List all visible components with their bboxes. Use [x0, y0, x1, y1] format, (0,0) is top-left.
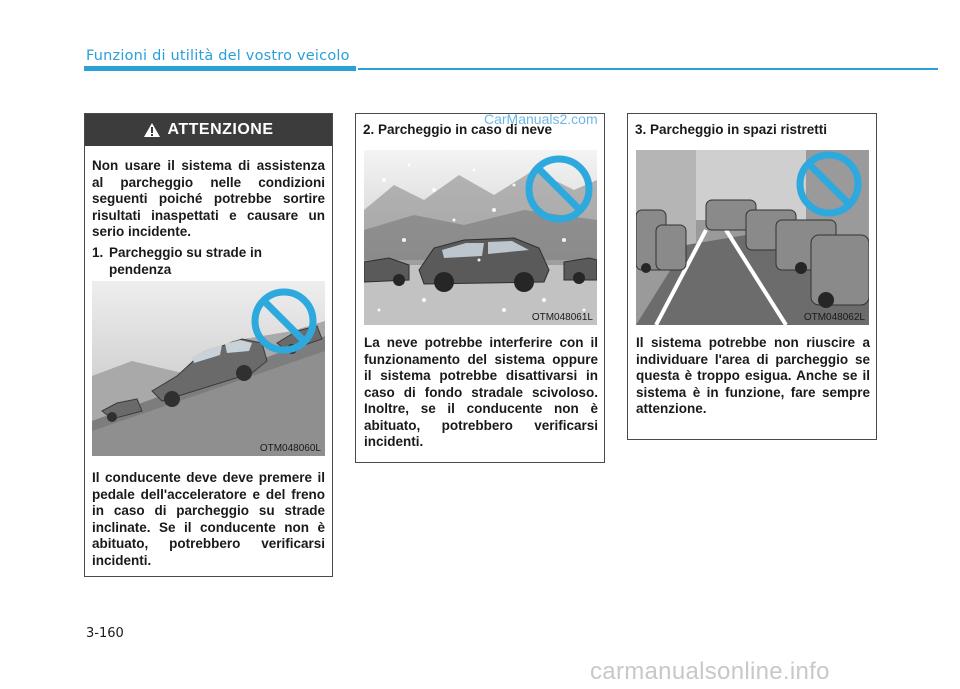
figure-code: OTM048060L	[259, 443, 321, 454]
narrow-title: 3. Parcheggio in spazi ristretti	[635, 122, 828, 137]
section-title: Funzioni di utilità del vostro veicolo	[86, 48, 350, 64]
warning-triangle-icon	[143, 122, 161, 138]
footer-watermark: carmanualsonline.info	[590, 658, 830, 685]
figure-code: OTM048061L	[531, 312, 593, 323]
snow-description: La neve potrebbe interferire con il funzionamento del sistema oppure il sistema potrebbe disattivarsi in caso di fondo stradale scivoloso. Inoltre, se il conducente non è abituato, potrebbero verificarsi incidenti.	[364, 335, 598, 449]
narrow-parking-illustration	[636, 150, 869, 325]
warning-outro: Il conducente deve deve premere il pedale dell'acceleratore e del freno in caso di parcheggio su strade inclinate. Se il conducente non è abituato, potrebbero verificarsi incidenti.	[92, 470, 325, 568]
warning-heading: ATTENZIONE	[167, 121, 274, 138]
warning-intro: Non usare il sistema di assistenza al parcheggio nelle condizioni seguenti poiché potrebbe sortire risultati inaspettati e causare un serio incidente.	[92, 158, 325, 239]
snow-title: 2. Parcheggio in caso di neve	[363, 122, 553, 137]
site-watermark[interactable]: CarManuals2.com	[484, 111, 598, 127]
warning-panel	[84, 113, 333, 577]
header-rule-thick	[84, 66, 356, 71]
narrow-panel	[627, 113, 877, 440]
page-number: 3-160	[86, 626, 124, 641]
list-number: 1.	[92, 245, 104, 260]
slope-parking-illustration	[92, 281, 325, 456]
narrow-description: Il sistema potrebbe non riuscire a individuare l'area di parcheggio se questa è troppo esigua. Anche se il sistema è in funzione, fare sempre attenzione.	[636, 335, 870, 416]
warning-header	[85, 114, 332, 146]
warning-list-item	[92, 245, 325, 278]
list-text: Parcheggio su strade in pendenza	[109, 245, 263, 277]
header-rule-thin	[358, 68, 938, 70]
figure-code: OTM048062L	[803, 312, 865, 323]
snow-parking-illustration	[364, 150, 597, 325]
snow-panel	[355, 113, 605, 463]
